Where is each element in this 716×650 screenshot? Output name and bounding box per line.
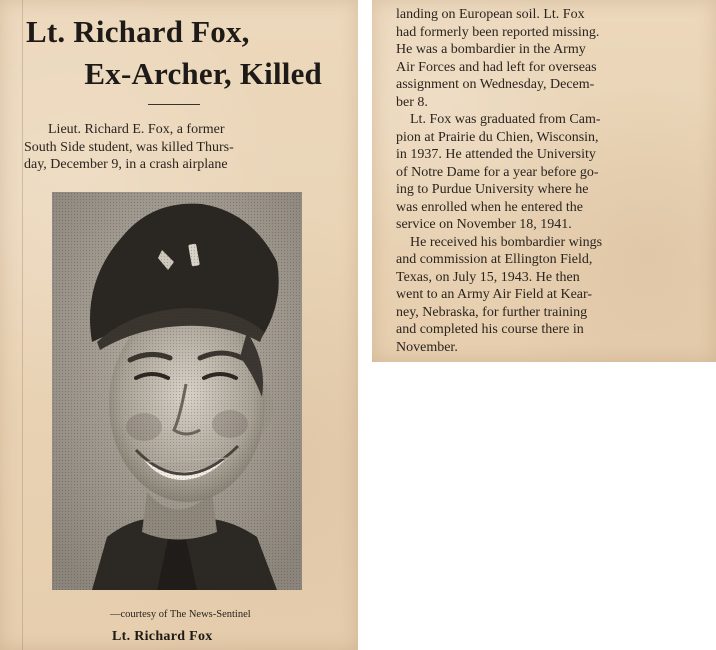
body-line: Lt. Fox was graduated from Cam- [410,112,601,127]
lead-line: Lieut. Richard E. Fox, a former [48,122,225,137]
body-line: He was a bombardier in the Army [396,42,586,57]
photo-caption: Lt. Richard Fox [112,629,213,644]
body-line: He received his bombardier wings [410,234,603,250]
body-line: went to an Army Air Field at Kear- [396,287,593,302]
newspaper-clipping-right [372,0,716,362]
lead-paragraph [24,121,324,174]
body-line: Air Forces and had left for overseas [396,59,597,75]
body-line: had formerly been reported missing. [396,24,600,40]
lead-line: South Side student, was killed Thurs- [24,139,234,155]
lead-line: day, December 9, in a crash airplane [24,157,228,172]
headline-line-1: Lt. Richard Fox, [26,14,250,49]
body-line: landing on European soil. Lt. Fox [396,7,585,22]
body-line: and completed his course there in [396,322,584,337]
body-line: ney, Nebraska, for further training [396,304,588,320]
body-line: pion at Prairie du Chien, Wisconsin, [396,129,599,145]
body-line: November. [396,339,458,355]
portrait-photo [52,192,302,590]
paper-fold-line [22,0,23,650]
photo-credit: —courtesy of The News-Sentinel [110,609,251,620]
article-continuation [396,6,692,356]
body-line: service on November 18, 1941. [396,217,572,232]
body-line: and commission at Ellington Field, [396,252,593,267]
body-line: of Notre Dame for a year before go- [396,164,599,180]
headline-divider [148,104,200,105]
body-line: ber 8. [396,94,428,110]
portrait-photo-image [52,192,302,590]
body-line: Texas, on July 15, 1943. He then [396,269,580,285]
body-line: assignment on Wednesday, Decem- [396,77,595,92]
body-line: in 1937. He attended the University [396,147,596,162]
headline-line-2: Ex-Archer, Killed [84,56,322,91]
body-line: ing to Purdue University where he [396,182,589,197]
body-line: was enrolled when he entered the [396,199,583,215]
